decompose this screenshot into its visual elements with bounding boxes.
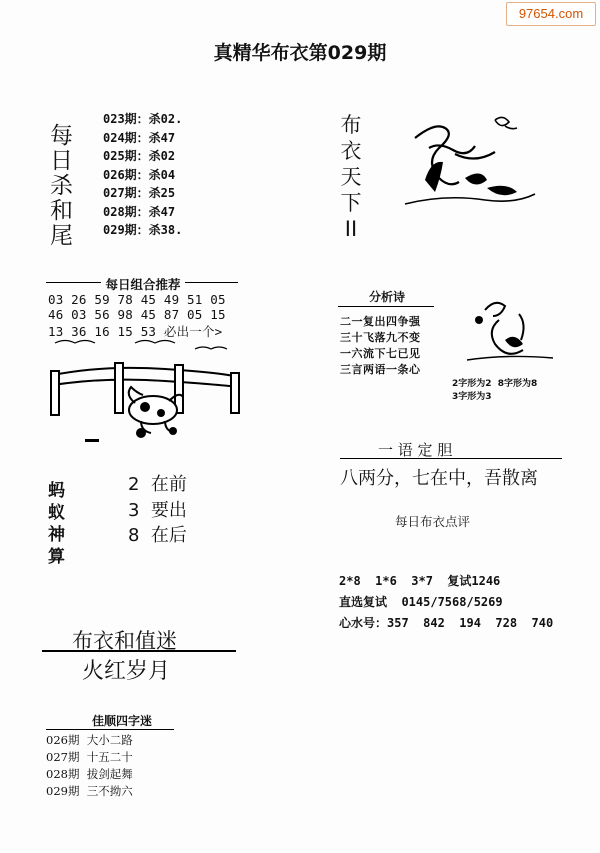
ant-label-char: 蚁: [48, 503, 65, 523]
list-item: 024期：杀47: [103, 130, 176, 145]
fence-cow-illustration: [45, 335, 245, 445]
shape-note-1: 2字形为2 8字形为8: [452, 379, 538, 389]
poem-line: 三言两语一条心: [340, 363, 421, 376]
combo-title: 每日组合推荐: [48, 275, 238, 293]
daily-kill-label-char: 每: [50, 123, 73, 149]
four-char-list: [46, 732, 133, 800]
ant-label-char: 神: [48, 525, 65, 545]
review-row: 2*8 1*6 3*7 复试1246: [339, 574, 501, 588]
ink-figure-illustration: [395, 108, 550, 208]
daily-kill-label-char: 杀: [50, 173, 73, 199]
daily-kill-label-char: 日: [50, 148, 73, 174]
poem-line: 一六流下七已见: [340, 347, 421, 360]
divider: [46, 729, 174, 730]
list-item: 027期 十五二十: [46, 750, 133, 764]
combo-rows: [48, 292, 226, 337]
ant-label: [48, 480, 70, 568]
ant-label-char: 算: [48, 547, 65, 567]
combo-row: 46 03 56 98 45 87 05 15: [48, 307, 226, 322]
list-item: 028期：杀47: [103, 204, 176, 219]
puzzle-answer: 火红岁月: [82, 659, 171, 684]
vertical-title-char: II: [344, 217, 358, 241]
vertical-title-char: 布: [340, 113, 362, 137]
list-item: 029期 三不拗六: [46, 784, 133, 798]
shape-note-2: 3字形为3: [452, 392, 492, 402]
poem-rows: [340, 313, 421, 377]
daily-kill-list: [103, 110, 182, 240]
one-word-title: 一 语 定 胆: [378, 441, 453, 459]
ant-row: 2 在前: [128, 474, 187, 495]
daily-kill-label-char: 尾: [50, 223, 73, 249]
vertical-title-char: 天: [340, 165, 362, 189]
divider: [42, 650, 236, 652]
list-item: 026期：杀04: [103, 167, 176, 182]
list-item: 029期：杀38.: [103, 223, 183, 237]
ant-row: 3 要出: [128, 500, 187, 521]
daily-review-title: 每日布衣点评: [395, 514, 471, 529]
combo-row: 03 26 59 78 45 49 51 05: [48, 292, 226, 307]
divider: [340, 458, 562, 459]
page-title: 真精华布衣第029期: [213, 42, 387, 64]
divider: [338, 306, 434, 307]
list-item: 023期：杀02.: [103, 112, 183, 126]
ink-bird-illustration: [455, 290, 560, 370]
poem-line: 三十飞落九不变: [340, 331, 421, 344]
daily-kill-label-char: 和: [50, 198, 73, 224]
list-item: 028期 拔剑起舞: [46, 767, 133, 781]
poem-line: 二一复出四争强: [340, 315, 421, 328]
vertical-title-char: 衣: [340, 139, 362, 163]
ant-label-char: 蚂: [48, 481, 65, 501]
review-row: 直选复试 0145/7568/5269: [339, 595, 503, 609]
poem-title-wrap: [338, 286, 436, 305]
vertical-title: [338, 112, 364, 242]
one-word-line: 八两分，七在中，吾散离: [340, 468, 538, 489]
ant-row: 8 在后: [128, 525, 187, 546]
watermark-badge: 97654.com: [506, 2, 596, 26]
list-item: 025期：杀02: [103, 149, 176, 163]
poem-title: 分析诗: [368, 290, 405, 304]
review-row: 心水号：357 842 194 728 740: [339, 616, 554, 630]
daily-kill-label: [50, 124, 76, 249]
list-item: 026期 大小二路: [46, 733, 133, 747]
vertical-title-char: 下: [340, 191, 362, 215]
puzzle-heading: 布衣和值迷: [72, 629, 177, 653]
four-char-title: 佳顺四字迷: [92, 714, 153, 728]
combo-row: 13 36 16 15 53 必出一个>: [48, 324, 223, 339]
list-item: 027期：杀25: [103, 186, 176, 200]
